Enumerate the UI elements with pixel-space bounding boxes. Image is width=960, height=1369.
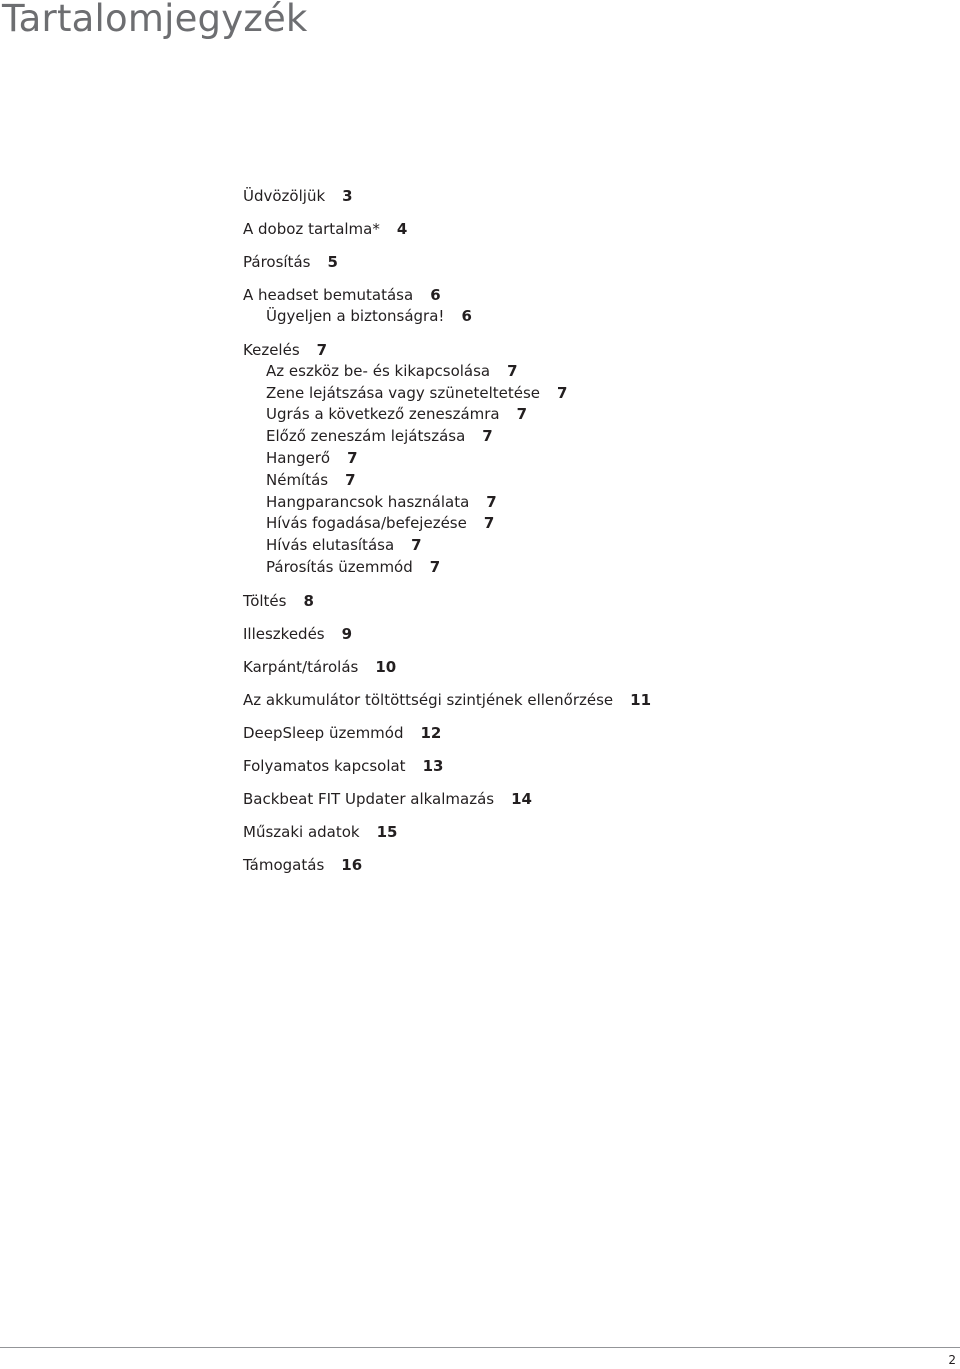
toc-subentry-label: Hívás fogadása/befejezése [266,514,467,533]
toc-entry-page: 16 [341,855,363,874]
toc-entry-label: DeepSleep üzemmód [243,723,404,742]
toc-subentry[interactable] [243,513,943,535]
toc-entry-page: 4 [396,220,408,238]
toc-entry-label: A headset bemutatása [243,286,414,304]
toc-entry-page: 7 [316,340,328,359]
page-title: Tartalomjegyzék [2,0,308,40]
toc-subentry-label: Hívás elutasítása [266,536,395,555]
toc-subentry-page: 7 [483,514,495,533]
toc-subentry-label: Előző zeneszám lejátszása [266,427,466,446]
toc-subentry-label: Az eszköz be- és kikapcsolása [266,361,491,380]
toc-group [243,251,943,273]
toc-group [243,185,943,207]
table-of-contents [243,185,943,887]
toc-group [243,755,943,777]
toc-entry[interactable] [243,284,943,306]
toc-group [243,590,943,612]
toc-subentry-label: Némítás [266,470,329,489]
toc-subentry-label: Hangerő [266,448,331,467]
toc-entry-page: 11 [630,690,652,709]
toc-subentry-label: Ügyeljen a biztonságra! [266,307,445,325]
toc-subentry-label: Ugrás a következő zeneszámra [266,405,500,424]
toc-subentry[interactable] [243,535,943,557]
toc-entry-page: 3 [342,187,353,205]
toc-subentry-page: 7 [482,427,493,446]
toc-group [243,821,943,843]
toc-entry-label: Illeszkedés [243,624,325,643]
toc-entry[interactable] [243,722,943,744]
toc-subentry-page: 7 [347,448,358,467]
toc-entry-label: A doboz tartalma* [243,220,380,238]
toc-subentry-page: 7 [345,470,356,489]
toc-subentry[interactable] [243,492,943,514]
toc-entry-label: Műszaki adatok [243,822,360,841]
toc-subentry-page: 7 [557,383,568,402]
toc-subentry-page: 7 [516,405,528,424]
toc-entry[interactable] [243,218,943,240]
toc-entry-page: 15 [376,822,398,841]
toc-group [243,788,943,810]
toc-entry-label: Karpánt/tárolás [243,657,359,676]
toc-entry-page: 13 [422,756,444,775]
toc-entry-page: 5 [327,253,338,271]
toc-entry[interactable] [243,185,943,207]
toc-group [243,656,943,678]
toc-subentry-label: Párosítás üzemmód [266,557,413,576]
toc-subentry-page: 6 [461,307,472,325]
toc-entry[interactable] [243,339,943,361]
toc-subentry-page: 7 [507,361,518,380]
toc-entry-page: 10 [375,657,397,676]
toc-entry-label: Támogatás [243,855,325,874]
toc-entry[interactable] [243,788,943,810]
toc-group [243,218,943,240]
toc-entry[interactable] [243,251,943,273]
footer-divider [0,1347,960,1348]
toc-subentry-page: 7 [429,557,441,576]
toc-entry-label: Folyamatos kapcsolat [243,756,406,775]
toc-entry[interactable] [243,590,943,612]
toc-group [243,722,943,744]
toc-entry-label: Az akkumulátor töltöttségi szintjének ellenőrzése [243,690,614,709]
toc-entry-label: Üdvözöljük [243,187,326,205]
toc-group [243,339,943,579]
toc-entry-label: Párosítás [243,253,311,271]
toc-entry[interactable] [243,623,943,645]
toc-subentry[interactable] [243,557,943,579]
toc-subentry-label: Zene lejátszása vagy szüneteltetése [266,383,541,402]
toc-entry[interactable] [243,755,943,777]
toc-entry-label: Backbeat FIT Updater alkalmazás [243,789,495,808]
toc-subentry[interactable] [243,361,943,383]
toc-entry[interactable] [243,689,943,711]
page-number: 2 [948,1353,956,1367]
toc-entry-page: 14 [511,789,532,808]
toc-subentry[interactable] [243,426,943,448]
toc-entry[interactable] [243,656,943,678]
toc-entry[interactable] [243,854,943,876]
toc-subentry-label: Hangparancsok használata [266,492,470,511]
toc-subentry[interactable] [243,404,943,426]
toc-group [243,854,943,876]
toc-subentry[interactable] [243,306,943,328]
toc-subentry[interactable] [243,448,943,470]
toc-entry-page: 12 [420,723,442,742]
toc-subentry-page: 7 [486,492,497,511]
toc-subentry-page: 7 [411,536,422,555]
toc-subentry[interactable] [243,470,943,492]
toc-entry-page: 9 [341,624,353,643]
toc-group [243,284,943,328]
toc-entry-label: Kezelés [243,340,300,359]
toc-entry[interactable] [243,821,943,843]
toc-subentry[interactable] [243,383,943,405]
toc-entry-page: 8 [303,591,314,610]
toc-group [243,623,943,645]
toc-entry-page: 6 [430,286,441,304]
toc-group [243,689,943,711]
toc-entry-label: Töltés [243,591,287,610]
